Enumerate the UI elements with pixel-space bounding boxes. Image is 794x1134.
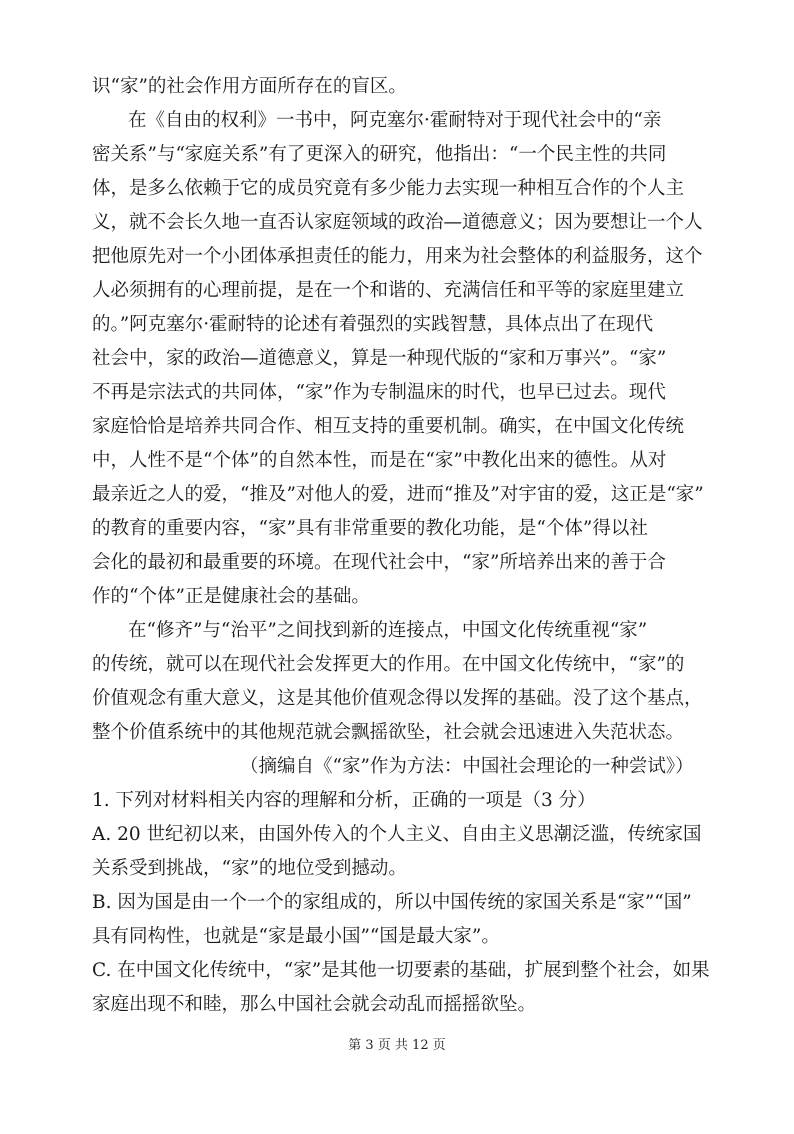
passage-line: 最亲近之人的爱，“推及”对他人的爱，进而“推及”对宇宙的爱，这正是“家”	[92, 484, 704, 505]
question-option-a: A. 20 世纪初以来，由国外传入的个人主义、自由主义思潮泛滥，传统家国	[92, 824, 702, 845]
passage-line: 的传统，就可以在现代社会发挥更大的作用。在中国文化传统中，“家”的	[92, 654, 685, 675]
passage-line: 识“家”的社会作用方面所存在的盲区。	[92, 76, 407, 97]
passage-line: 把他原先对一个小团体承担责任的能力，用来为社会整体的利益服务，这个	[92, 246, 703, 267]
question-option-a-continued: 关系受到挑战，“家”的地位受到撼动。	[92, 858, 407, 879]
question-option-c-continued: 家庭出现不和睦，那么中国社会就会动乱而摇摇欲坠。	[92, 994, 537, 1015]
passage-line: 密关系”与“家庭关系”有了更深入的研究，他指出：“一个民主性的共同	[92, 144, 667, 165]
page-number-footer: 第 3 页 共 12 页	[348, 1038, 446, 1053]
passage-line: 家庭恰恰是培养共同合作、相互支持的重要机制。确实，在中国文化传统	[92, 416, 685, 437]
question-stem: 1. 下列对材料相关内容的理解和分析，正确的一项是（3 分）	[92, 790, 596, 811]
question-option-b-continued: 具有同构性，也就是“家是最小国”“国是最大家”。	[92, 926, 500, 947]
passage-line: 价值观念有重大意义，这是其他价值观念得以发挥的基础。没了这个基点，	[92, 688, 703, 709]
passage-line: 不再是宗法式的共同体，“家”作为专制温床的时代，也早已过去。现代	[92, 382, 666, 403]
question-option-b: B. 因为国是由一个一个的家组成的，所以中国传统的家国关系是“家”“国”	[92, 892, 692, 913]
passage-source-citation: （摘编自《“家”作为方法：中国社会理论的一种尝试》）	[240, 756, 694, 777]
passage-paragraph-start: 在《自由的权利》一书中，阿克塞尔·霍耐特对于现代社会中的“亲	[128, 110, 662, 131]
passage-line: 整个价值系统中的其他规范就会飘摇欲坠，社会就会迅速进入失范状态。	[92, 722, 685, 743]
question-option-c: C. 在中国文化传统中，“家”是其他一切要素的基础，扩展到整个社会，如果	[92, 960, 710, 981]
passage-line: 社会中，家的政治—道德意义，算是一种现代版的“家和万事兴”。“家”	[92, 348, 667, 369]
passage-line: 体，是多么依赖于它的成员究竟有多少能力去实现一种相互合作的个人主	[92, 178, 685, 199]
passage-paragraph-start: 在“修齐”与“治平”之间找到新的连接点，中国文化传统重视“家”	[128, 620, 648, 641]
passage-line: 的。”阿克塞尔·霍耐特的论述有着强烈的实践智慧，具体点出了在现代	[92, 314, 654, 335]
passage-line: 人必须拥有的心理前提，是在一个和谐的、充满信任和平等的家庭里建立	[92, 280, 685, 301]
passage-line: 中，人性不是“个体”的自然本性，而是在“家”中教化出来的德性。从对	[92, 450, 667, 471]
passage-line: 会化的最初和最重要的环境。在现代社会中，“家”所培养出来的善于合	[92, 552, 666, 573]
passage-line: 的教育的重要内容，“家”具有非常重要的教化功能，是“个体”得以社	[92, 518, 648, 539]
passage-line: 作的“个体”正是健康社会的基础。	[92, 586, 370, 607]
passage-line: 义，就不会长久地一直否认家庭领域的政治—道德意义；因为要想让一个人	[92, 212, 703, 233]
